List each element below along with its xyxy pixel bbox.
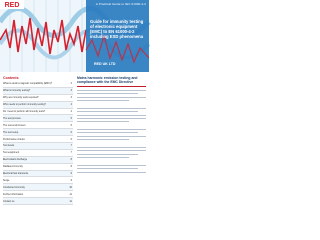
toc-label: Performance criteria: [3, 137, 25, 141]
text-line: [77, 172, 146, 173]
toc-page-number: 7: [70, 151, 72, 155]
toc-label: Electrical fast transients: [3, 172, 29, 176]
toc-row[interactable]: [3, 122, 73, 129]
toc-label: Test equipment: [3, 151, 20, 155]
toc-label: Who needs to perform immunity testing?: [3, 103, 46, 107]
toc-label: What is electro-magnetic compatibility (EMC)?: [3, 82, 53, 86]
toc-row[interactable]: [3, 143, 73, 150]
cover-headline: Guide for immunity testing of electronic equipment (EMC) to EN 61000-4-2 including ESD phenomena: [90, 19, 144, 39]
text-line: [77, 93, 138, 94]
toc-page-number: 3: [70, 96, 72, 100]
toc-label: The test process: [3, 116, 21, 120]
toc-row[interactable]: [3, 177, 73, 184]
toc-page-number: 5: [70, 123, 72, 127]
toc-label: What is immunity testing?: [3, 89, 31, 93]
toc-page-number: 3: [70, 89, 72, 93]
toc-page-number: 3: [70, 82, 72, 86]
toc-page-number: 8: [70, 158, 72, 162]
company-name: RED UK LTD: [94, 62, 116, 66]
toc-row[interactable]: [3, 198, 73, 205]
toc-row[interactable]: [3, 150, 73, 157]
title-divider: [77, 86, 146, 87]
red-logo: [0, 0, 24, 9]
toc-page-number: 6: [70, 130, 72, 134]
text-line: [77, 108, 146, 109]
toc-page-number: 10: [69, 185, 72, 189]
toc-row[interactable]: [3, 115, 73, 122]
toc-label: The test setup: [3, 130, 19, 134]
toc-row[interactable]: [3, 109, 73, 116]
toc-label: Conducted immunity: [3, 185, 25, 189]
text-line: [77, 129, 146, 130]
text-line: [77, 90, 146, 91]
toc-label: Do I need to perform all immunity tests?: [3, 110, 46, 113]
toc-row[interactable]: [3, 95, 73, 102]
toc-row[interactable]: [3, 102, 73, 109]
toc-label: Test levels: [3, 144, 15, 148]
toc-page-number: 11: [69, 199, 72, 203]
article-title: Mains harmonic emission testing and compliance with the EMC Directive: [77, 76, 138, 85]
text-line: [77, 168, 138, 169]
toc-row[interactable]: [3, 88, 73, 95]
toc-page-number: 7: [70, 144, 72, 148]
toc-row[interactable]: [3, 157, 73, 164]
toc-row[interactable]: [3, 136, 73, 143]
text-line: [77, 147, 146, 148]
contents-heading: Contents: [3, 76, 19, 80]
article-body-text: [77, 90, 146, 172]
toc-label: The test environment: [3, 123, 26, 127]
toc-label: Contact us: [3, 199, 15, 203]
toc-label: Electrostatic discharge: [3, 158, 28, 162]
guide-page: [0, 0, 149, 203]
toc-page-number: 5: [70, 116, 72, 120]
toc-page-number: 8: [70, 165, 72, 169]
inner-page: [0, 72, 149, 203]
text-line: [77, 165, 146, 166]
text-line: [77, 100, 129, 101]
toc-row[interactable]: [3, 191, 73, 198]
toc-row[interactable]: [3, 129, 73, 136]
toc-label: Radiated immunity: [3, 165, 23, 169]
toc-label: Surge: [3, 178, 10, 182]
text-line: [77, 139, 129, 140]
text-line: [77, 118, 146, 119]
toc-page-number: 11: [69, 192, 72, 196]
toc-page-number: 9: [70, 172, 72, 176]
text-line: [77, 97, 146, 98]
toc-row[interactable]: [3, 171, 73, 178]
text-line: [77, 136, 146, 137]
toc-row[interactable]: [3, 81, 73, 88]
toc-label: Further information: [3, 192, 24, 196]
text-line: [77, 154, 138, 155]
text-line: [77, 157, 129, 158]
cover-top-note: A Practical Guide to IEC 61000-4-2: [95, 2, 146, 6]
cover-graphic: [0, 0, 149, 72]
text-line: [77, 132, 138, 133]
toc-page-number: 9: [70, 178, 72, 182]
toc-label: Why are immunity tests required?: [3, 96, 39, 100]
text-line: [77, 115, 146, 116]
svg-text:RED: RED: [4, 2, 20, 9]
text-line: [77, 111, 138, 112]
toc-page-number: 4: [70, 103, 72, 107]
toc-page-number: 4: [70, 110, 72, 113]
toc-row[interactable]: [3, 184, 73, 191]
article-column: [77, 76, 146, 175]
table-of-contents: [3, 81, 73, 205]
toc-row[interactable]: [3, 164, 73, 171]
text-line: [77, 150, 146, 151]
toc-page-number: 6: [70, 137, 72, 141]
text-line: [77, 121, 129, 122]
